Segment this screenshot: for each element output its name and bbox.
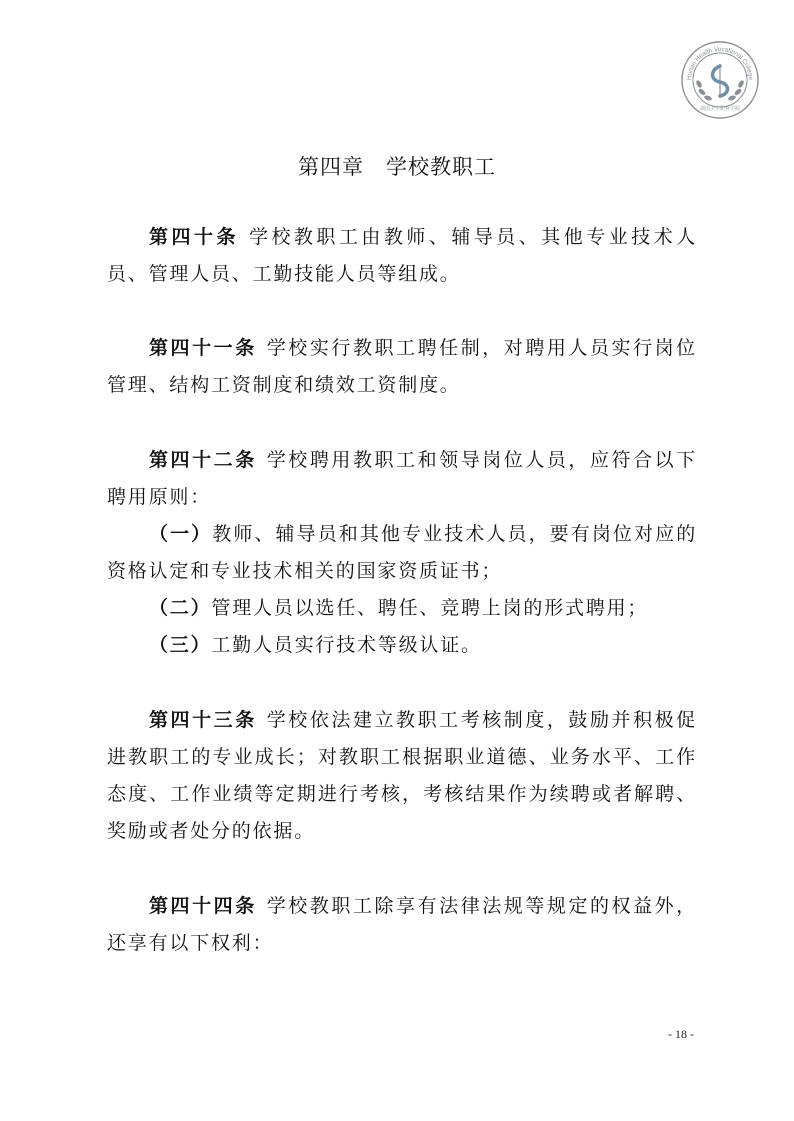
article-label: 第四十一条 [149, 337, 257, 359]
seal-ring-text: Hunan Health Vocational College [685, 45, 755, 81]
article-text: 学校教职工除享有法律法规等规定的权益外，还享有以下权利： [107, 895, 697, 954]
item-label: （一） [149, 523, 213, 545]
article-42-item-1 [107, 516, 697, 590]
article-label: 第四十条 [149, 226, 239, 248]
item-label: （二） [149, 597, 212, 619]
page-number: - 18 - [668, 1027, 694, 1041]
article-label: 第四十二条 [149, 449, 257, 471]
article-42-item-2 [107, 590, 697, 627]
article-text: 学校教职工由教师、辅导员、其他专业技术人员、管理人员、工勤技能人员等组成。 [107, 226, 697, 285]
article-40 [107, 219, 697, 293]
article-42 [107, 442, 697, 516]
college-seal-logo [680, 40, 760, 120]
article-43 [107, 702, 697, 850]
chapter-title: 第四章 学校教职工 [298, 155, 496, 179]
article-text: 学校实行教职工聘任制，对聘用人员实行岗位管理、结构工资制度和绩效工资制度。 [107, 337, 697, 396]
seal-inner-text: 湖南卫生职业学院 [699, 106, 741, 112]
item-text: 工勤人员实行技术等级认证。 [211, 634, 482, 656]
item-text: 教师、辅导员和其他专业技术人员，要有岗位对应的资格认定和专业技术相关的国家资质证书； [107, 523, 697, 582]
article-44 [107, 888, 697, 962]
article-label: 第四十四条 [149, 895, 257, 917]
article-text: 学校聘用教职工和领导岗位人员，应符合以下聘用原则： [107, 449, 697, 508]
article-label: 第四十三条 [149, 709, 257, 731]
item-text: 管理人员以选任、聘任、竞聘上岗的形式聘用； [211, 597, 649, 619]
item-label: （三） [149, 634, 212, 656]
article-42-item-3 [107, 627, 697, 664]
article-text: 学校依法建立教职工考核制度，鼓励并积极促进教职工的专业成长；对教职工根据职业道德、业务水平、工作态度、工作业绩等定期进行考核，考核结果作为续聘或者解聘、奖励或者处分的依据。 [107, 709, 697, 842]
article-41 [107, 330, 697, 404]
